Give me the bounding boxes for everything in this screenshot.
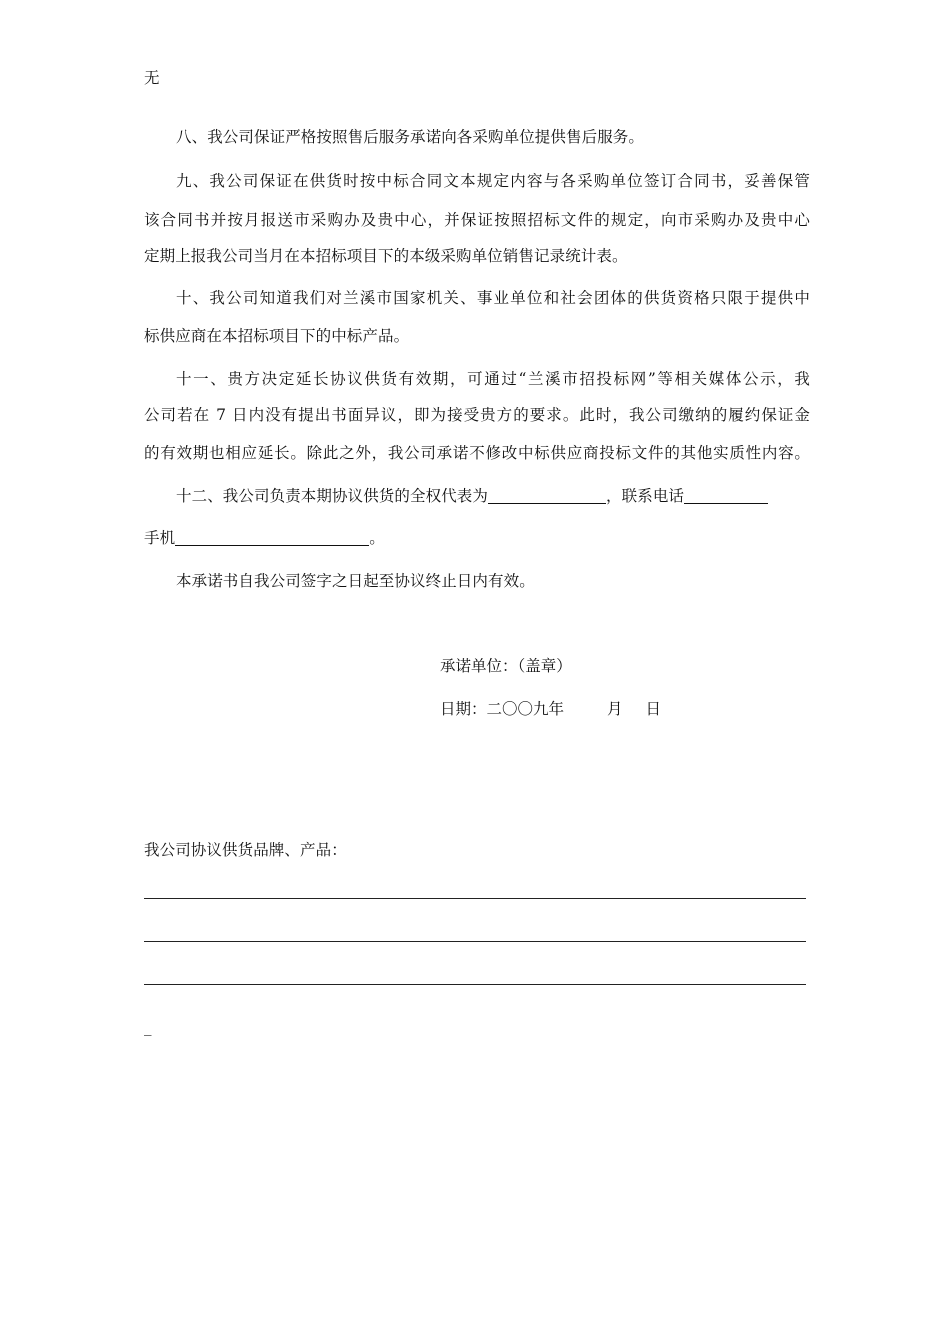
clause-9-line-2: 该合同书并按月报送市采购办及贵中心，并保证按照招标文件的规定，向市采购办及贵中心	[144, 211, 810, 229]
clause-11-line-1: 十一、贵方决定延长协议供货有效期，可通过“兰溪市招投标网”等相关媒体公示，我	[176, 370, 810, 388]
top-word: 无	[144, 69, 160, 87]
clause-10-line-1: 十、我公司知道我们对兰溪市国家机关、事业单位和社会团体的供货资格只限于提供中	[176, 289, 810, 307]
signature-date	[440, 699, 661, 719]
clause-12-phone-label: ，联系电话	[606, 487, 685, 505]
phone-blank	[684, 487, 768, 504]
mobile-label: 手机	[144, 529, 176, 547]
clause-8: 八、我公司保证严格按照售后服务承诺向各采购单位提供售后服务。	[176, 128, 645, 146]
products-rule-1	[144, 898, 806, 899]
date-day: 日	[645, 700, 662, 718]
clause-11-line-2: 公司若在 7 日内没有提出书面异议，即为接受贵方的要求。此时，我公司缴纳的履约保证金	[144, 406, 810, 424]
clause-10-line-2: 标供应商在本招标项目下的中标产品。	[144, 327, 410, 345]
date-month: 月	[607, 700, 623, 718]
clause-12-line-2	[144, 528, 810, 548]
trailing-mark: _	[144, 1018, 152, 1036]
products-label: 我公司协议供货品牌、产品：	[144, 841, 347, 859]
clause-11-line-3: 的有效期也相应延长。除此之外，我公司承诺不修改中标供应商投标文件的其他实质性内容。	[144, 444, 810, 462]
mobile-end: 。	[369, 529, 385, 547]
clause-12-prefix: 十二、我公司负责本期协议供货的全权代表为	[176, 487, 489, 505]
signature-unit: 承诺单位：（盖章）	[440, 657, 572, 675]
clause-9-line-1: 九、我公司保证在供货时按中标合同文本规定内容与各采购单位签订合同书，妥善保管	[176, 172, 810, 190]
mobile-blank	[175, 529, 369, 546]
clause-9-line-3: 定期上报我公司当月在本招标项目下的本级采购单位销售记录统计表。	[144, 247, 628, 265]
representative-blank	[488, 487, 606, 504]
date-prefix: 日期：二〇〇九年	[440, 700, 565, 718]
products-rule-3	[144, 984, 806, 985]
products-rule-2	[144, 941, 806, 942]
clause-12-line-1	[176, 486, 810, 506]
validity-statement: 本承诺书自我公司签字之日起至协议终止日内有效。	[176, 572, 535, 590]
